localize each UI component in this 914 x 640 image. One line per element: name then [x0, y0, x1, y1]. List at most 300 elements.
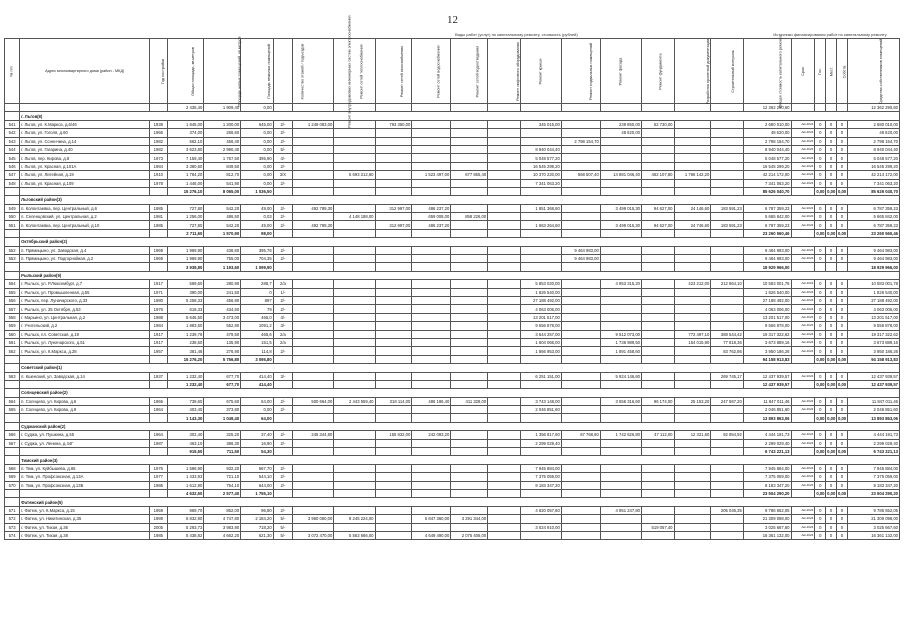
table-cell: [375, 280, 412, 288]
table-cell: 12 362 290,60: [743, 104, 791, 112]
table-cell: [375, 145, 412, 153]
table-row: [5, 137, 900, 145]
table-cell: 114,8: [241, 347, 274, 355]
table-cell: [488, 229, 521, 237]
table-cell: 0: [836, 481, 847, 489]
table-cell: [488, 305, 521, 313]
table-cell: 6 832,90: [167, 515, 204, 523]
table-cell: [451, 129, 488, 137]
table-cell: 570: [5, 481, 20, 489]
table-cell: 18 929 966,00: [847, 263, 899, 271]
table-cell: [334, 406, 375, 414]
table-cell: [674, 489, 711, 497]
table-cell: 0: [836, 154, 847, 162]
table-cell: [412, 372, 451, 380]
table-cell: 48 620,00: [847, 129, 899, 137]
table-cell: 0: [826, 296, 837, 304]
table-cell: [815, 104, 826, 112]
table-cell: 1969: [150, 255, 167, 263]
table-cell: п. Тим, ул. Профсоюзная, д.13Б: [20, 481, 150, 489]
table-cell: [334, 473, 375, 481]
table-cell: [334, 280, 375, 288]
table-cell: 564: [5, 397, 20, 405]
table-cell: 54,30: [241, 448, 274, 456]
table-cell: 96,80: [241, 506, 274, 514]
table-cell: [5, 422, 20, 430]
table-cell: [600, 213, 641, 221]
table-cell: 12 437 939,57: [847, 380, 899, 388]
table-cell: 8 940 044,40: [743, 145, 791, 153]
table-cell: [711, 213, 744, 221]
table-cell: 500 664,00: [293, 397, 334, 405]
table-cell: 1 356 817,60: [520, 431, 561, 439]
table-cell: [642, 229, 675, 237]
table-cell: 1 232,40: [167, 372, 204, 380]
table-cell: [600, 137, 641, 145]
table-row: [5, 439, 900, 447]
table-row: [5, 473, 900, 481]
table-cell: [293, 406, 334, 414]
table-cell: [451, 104, 488, 112]
table-cell: [451, 288, 488, 296]
table-cell: [520, 187, 561, 195]
table-cell: г. Фатеж, ул. К.Маркса, д.15: [20, 506, 150, 514]
table-row: [5, 246, 900, 254]
table-cell: [5, 355, 20, 363]
table-cell: 1 612,90: [167, 481, 204, 489]
table-cell: [334, 414, 375, 422]
table-cell: [412, 506, 451, 514]
table-cell: 6 787 359,23: [743, 221, 791, 229]
table-cell: [451, 347, 488, 355]
table-cell: 0: [815, 129, 826, 137]
table-cell: 548: [5, 179, 20, 187]
table-cell: 3/X: [273, 171, 293, 179]
table-cell: [334, 431, 375, 439]
table-cell: 0: [836, 137, 847, 145]
table-cell: 754,10: [204, 481, 241, 489]
table-cell: 0,00: [241, 129, 274, 137]
table-cell: [5, 271, 20, 279]
table-cell: [334, 104, 375, 112]
table-cell: 1 736 989,50: [600, 338, 641, 346]
table-cell: [451, 372, 488, 380]
table-cell: 0,00: [816, 491, 825, 497]
table-cell: [711, 187, 744, 195]
table-cell: 242 083,20: [412, 431, 451, 439]
table-cell: 2/-: [273, 397, 293, 405]
table-cell: 2 798 154,70: [561, 137, 600, 145]
table-cell: 2 577,40: [204, 489, 241, 497]
table-cell: 0: [826, 288, 837, 296]
table-cell: 0,00: [827, 415, 836, 421]
table-cell: 1 969,90: [167, 255, 204, 263]
table-cell: [674, 129, 711, 137]
table-cell: 414,40: [241, 372, 274, 380]
table-cell: 4 649 490,00: [412, 531, 451, 539]
table-cell: 812,70: [204, 171, 241, 179]
table-cell: [293, 439, 334, 447]
table-cell: 569: [5, 473, 20, 481]
table-cell: [674, 439, 711, 447]
table-cell: [561, 313, 600, 321]
table-cell: 0: [836, 506, 847, 514]
table-cell: г. Рыльск, пл. Советская, д.19: [20, 330, 150, 338]
table-cell: 1 239,76: [167, 330, 204, 338]
table-cell: 5 693 212,60: [334, 171, 375, 179]
table-cell: 6 251 151,00: [520, 372, 561, 380]
table-cell: [642, 263, 675, 271]
table-cell: 0: [815, 154, 826, 162]
table-cell: [375, 347, 412, 355]
table-cell: 547: [5, 171, 20, 179]
table-cell: [334, 154, 375, 162]
table-cell: [488, 439, 521, 447]
table-cell: 19 317 322,62: [743, 330, 791, 338]
table-cell: 10 370 220,00: [520, 171, 561, 179]
table-cell: 16 361 132,00: [743, 531, 791, 539]
table-cell: [520, 213, 561, 221]
table-cell: 0: [826, 171, 837, 179]
table-cell: 266,60: [204, 129, 241, 137]
table-cell: [375, 372, 412, 380]
table-cell: 4/-: [273, 313, 293, 321]
table-cell: 3 950 186,26: [743, 347, 791, 355]
table-cell: 14 881 046,40: [600, 171, 641, 179]
table-cell: 574: [5, 531, 20, 539]
table-cell: 0,00: [816, 449, 825, 455]
table-cell: 1091,2: [241, 322, 274, 330]
table-cell: [375, 464, 412, 472]
table-cell: 0,00: [241, 137, 274, 145]
table-cell: [20, 263, 150, 271]
table-cell: 711,50: [204, 448, 241, 456]
table-cell: [711, 523, 744, 531]
table-cell: 3 743 148,00: [520, 397, 561, 405]
table-cell: 486 237,20: [412, 221, 451, 229]
column-header: Ремонт фундамента: [642, 39, 675, 104]
table-cell: г. Фатеж, ул. Тихая, д.38: [20, 531, 150, 539]
table-cell: 2 680 010,00: [847, 120, 899, 128]
table-cell: 98,00: [241, 229, 274, 237]
table-cell: [488, 431, 521, 439]
table-cell: [600, 355, 641, 363]
table-cell: 1 200,00: [204, 120, 241, 128]
table-cell: [451, 187, 488, 195]
table-cell: [488, 145, 521, 153]
table-cell: 486 186,40: [412, 397, 451, 405]
table-cell: г. Учительский, д.2: [20, 322, 150, 330]
table-cell: [334, 137, 375, 145]
table-cell: [711, 448, 744, 456]
table-cell: 2 990,40: [204, 145, 241, 153]
table-cell: [561, 154, 600, 162]
table-cell: [520, 380, 561, 388]
table-cell: 9 464 983,00: [847, 246, 899, 254]
table-cell: п. Тим, ул. Куйбышева, д.65: [20, 464, 150, 472]
table-cell: [711, 120, 744, 128]
table-cell: [488, 162, 521, 170]
table-cell: 621,30: [241, 531, 274, 539]
table-cell: [375, 448, 412, 456]
table-cell: [375, 523, 412, 531]
table-cell: [674, 355, 711, 363]
table-cell: 0: [836, 406, 847, 414]
table-cell: [293, 296, 334, 304]
table-cell: 2 299 029,40: [743, 439, 791, 447]
table-cell: [642, 305, 675, 313]
table-cell: [412, 305, 451, 313]
column-header: Ремонт сетей газоснабжения: [375, 39, 412, 104]
table-cell: [412, 330, 451, 338]
table-cell: [600, 313, 641, 321]
table-row: [5, 221, 900, 229]
table-cell: 5/-: [273, 515, 293, 523]
table-cell: 2/-: [273, 481, 293, 489]
table-cell: [674, 263, 711, 271]
table-row: [5, 338, 900, 346]
table-cell: [561, 489, 600, 497]
table-cell: [293, 489, 334, 497]
table-cell: [412, 355, 451, 363]
table-cell: 2 046 851,60: [847, 406, 899, 414]
table-cell: [561, 162, 600, 170]
table-cell: [674, 255, 711, 263]
table-row: [5, 431, 900, 439]
table-cell: г. Рыльск, ул. Луначарского, д.51: [20, 338, 150, 346]
table-cell: [293, 464, 334, 472]
table-cell: 571: [5, 506, 20, 514]
table-cell: 0: [815, 406, 826, 414]
table-cell: [711, 355, 744, 363]
table-cell: [600, 523, 641, 531]
table-cell: 9 464 983,00: [743, 246, 791, 254]
table-cell: [150, 229, 167, 237]
table-cell: [642, 129, 675, 137]
table-cell: Авг.2024: [791, 322, 815, 330]
table-cell: 24 146,60: [674, 204, 711, 212]
column-header: Строительный контроль: [711, 39, 744, 104]
table-cell: 0: [815, 120, 826, 128]
table-cell: [451, 414, 488, 422]
table-cell: 569,60: [167, 280, 204, 288]
table-cell: 0,00: [816, 382, 825, 388]
table-cell: Авг.2024: [791, 246, 815, 254]
table-cell: 556: [5, 296, 20, 304]
column-header: № п/п: [5, 39, 20, 104]
table-cell: 12 437 939,57: [743, 380, 791, 388]
table-cell: [5, 229, 20, 237]
table-cell: 4 063 006,00: [847, 305, 899, 313]
table-cell: 1 766 142,20: [674, 171, 711, 179]
table-cell: [451, 229, 488, 237]
table-cell: [375, 489, 412, 497]
table-cell: 1984: [150, 162, 167, 170]
table-cell: 2/a: [273, 330, 293, 338]
table-cell: 0: [836, 179, 847, 187]
table-cell: [561, 531, 600, 539]
table-cell: [5, 263, 20, 271]
table-cell: 0: [815, 531, 826, 539]
table-cell: [674, 154, 711, 162]
table-cell: п. Кшенский, ул. Заводская, д.14: [20, 372, 150, 380]
column-header: Ремонт крыши: [520, 39, 561, 104]
table-cell: 6 787 359,23: [847, 204, 899, 212]
table-cell: [674, 531, 711, 539]
table-row: [5, 372, 900, 380]
table-cell: [488, 246, 521, 254]
table-cell: [600, 439, 641, 447]
table-cell: 8 940 044,40: [520, 145, 561, 153]
table-cell: 9 556 878,00: [520, 322, 561, 330]
table-cell: [711, 305, 744, 313]
table-cell: 0,00: [241, 171, 274, 179]
table-cell: [600, 145, 641, 153]
table-cell: 2/-: [273, 255, 293, 263]
table-cell: 0: [826, 137, 837, 145]
table-cell: 2/-: [273, 305, 293, 313]
district-row: [5, 389, 900, 397]
table-cell: [293, 414, 334, 422]
table-cell: 1 446,00: [167, 179, 204, 187]
table-cell: [375, 380, 412, 388]
table-cell: [412, 288, 451, 296]
table-cell: Авг.2024: [791, 162, 815, 170]
table-cell: [488, 523, 521, 531]
table-cell: [293, 305, 334, 313]
table-cell: [711, 296, 744, 304]
table-cell: [674, 296, 711, 304]
table-cell: [791, 355, 815, 363]
table-cell: 4/-: [273, 154, 293, 162]
table-cell: [412, 439, 451, 447]
table-cell: 1 755,10: [241, 489, 274, 497]
table-row: [5, 397, 900, 405]
table-cell: 16 545 299,20: [743, 162, 791, 170]
table-cell: 557: [5, 305, 20, 313]
table-cell: 1 826 540,00: [847, 288, 899, 296]
table-cell: [561, 120, 600, 128]
table-cell: 15 276,20: [167, 355, 204, 363]
table-cell: п. Прямицыно, ул. Подгорнойкая, д.2: [20, 255, 150, 263]
table-cell: [334, 338, 375, 346]
table-cell: 0: [836, 288, 847, 296]
table-cell: [293, 229, 334, 237]
table-cell: [561, 213, 600, 221]
table-cell: [520, 263, 561, 271]
table-cell: 2/-: [273, 246, 293, 254]
column-header: Ремонт лифтового оборудования: [488, 39, 521, 104]
table-cell: [375, 305, 412, 313]
table-cell: 0,00: [827, 189, 836, 195]
table-cell: 239 850,00: [600, 120, 641, 128]
table-cell: 1982: [150, 145, 167, 153]
table-cell: [375, 406, 412, 414]
table-cell: 1977: [150, 473, 167, 481]
table-cell: [711, 481, 744, 489]
table-cell: [412, 406, 451, 414]
table-cell: [520, 255, 561, 263]
table-cell: [488, 204, 521, 212]
table-cell: 0: [815, 338, 826, 346]
table-cell: 6 743 221,13: [847, 448, 899, 456]
table-cell: [711, 129, 744, 137]
table-cell: 1973: [150, 154, 167, 162]
table-cell: [642, 406, 675, 414]
table-cell: [451, 179, 488, 187]
table-cell: [293, 137, 334, 145]
table-cell: [642, 531, 675, 539]
table-cell: [5, 489, 20, 497]
table-cell: [20, 187, 150, 195]
table-cell: [412, 473, 451, 481]
table-cell: 0: [836, 338, 847, 346]
table-cell: [412, 145, 451, 153]
table-cell: [488, 171, 521, 179]
table-cell: [293, 145, 334, 153]
table-cell: 1917: [150, 280, 167, 288]
table-cell: 0: [815, 439, 826, 447]
table-cell: [674, 313, 711, 321]
column-header: Год постройки: [150, 39, 167, 104]
table-cell: 0: [836, 213, 847, 221]
table-cell: [334, 229, 375, 237]
table-cell: [293, 280, 334, 288]
table-cell: [600, 154, 641, 162]
table-cell: 2 798 154,70: [847, 137, 899, 145]
table-cell: 675,60: [204, 397, 241, 405]
table-cell: Авг.2024: [791, 213, 815, 221]
table-cell: 561: [5, 338, 20, 346]
table-cell: 560: [5, 330, 20, 338]
column-header: Общая площадь, кв.метров: [167, 39, 204, 104]
table-cell: 5 258,33: [167, 296, 204, 304]
table-cell: [674, 288, 711, 296]
table-cell: 5/-: [273, 531, 293, 539]
table-cell: [334, 204, 375, 212]
table-cell: 8 065,00: [204, 187, 241, 195]
table-cell: [293, 187, 334, 195]
table-cell: [711, 229, 744, 237]
table-cell: [375, 439, 412, 447]
table-cell: 519 057,40: [642, 523, 675, 531]
table-cell: 1 909,40: [204, 104, 241, 112]
table-cell: 3 644 257,00: [520, 330, 561, 338]
table-cell: 0: [836, 171, 847, 179]
table-cell: [600, 162, 641, 170]
table-cell: [488, 347, 521, 355]
table-cell: 932,20: [204, 464, 241, 472]
table-cell: 64,00: [241, 414, 274, 422]
table-cell: 0,00: [827, 449, 836, 455]
table-cell: п. Прямицыно, ул. Заводская, д.4: [20, 246, 150, 254]
table-cell: [451, 448, 488, 456]
table-cell: 9 786 652,05: [743, 506, 791, 514]
table-cell: [674, 406, 711, 414]
table-cell: [600, 448, 641, 456]
table-cell: [561, 305, 600, 313]
table-cell: 0: [815, 397, 826, 405]
table-row: [5, 280, 900, 288]
table-cell: Авг.2024: [791, 431, 815, 439]
table-cell: 0,00: [241, 179, 274, 187]
table-cell: 2/-: [273, 473, 293, 481]
table-cell: 1 742 626,80: [600, 431, 641, 439]
column-header: Площадь нежилых помещений: [241, 39, 274, 104]
table-cell: [674, 322, 711, 330]
table-cell: 23 260 560,46: [847, 229, 899, 237]
subtotal-row: [5, 229, 900, 237]
